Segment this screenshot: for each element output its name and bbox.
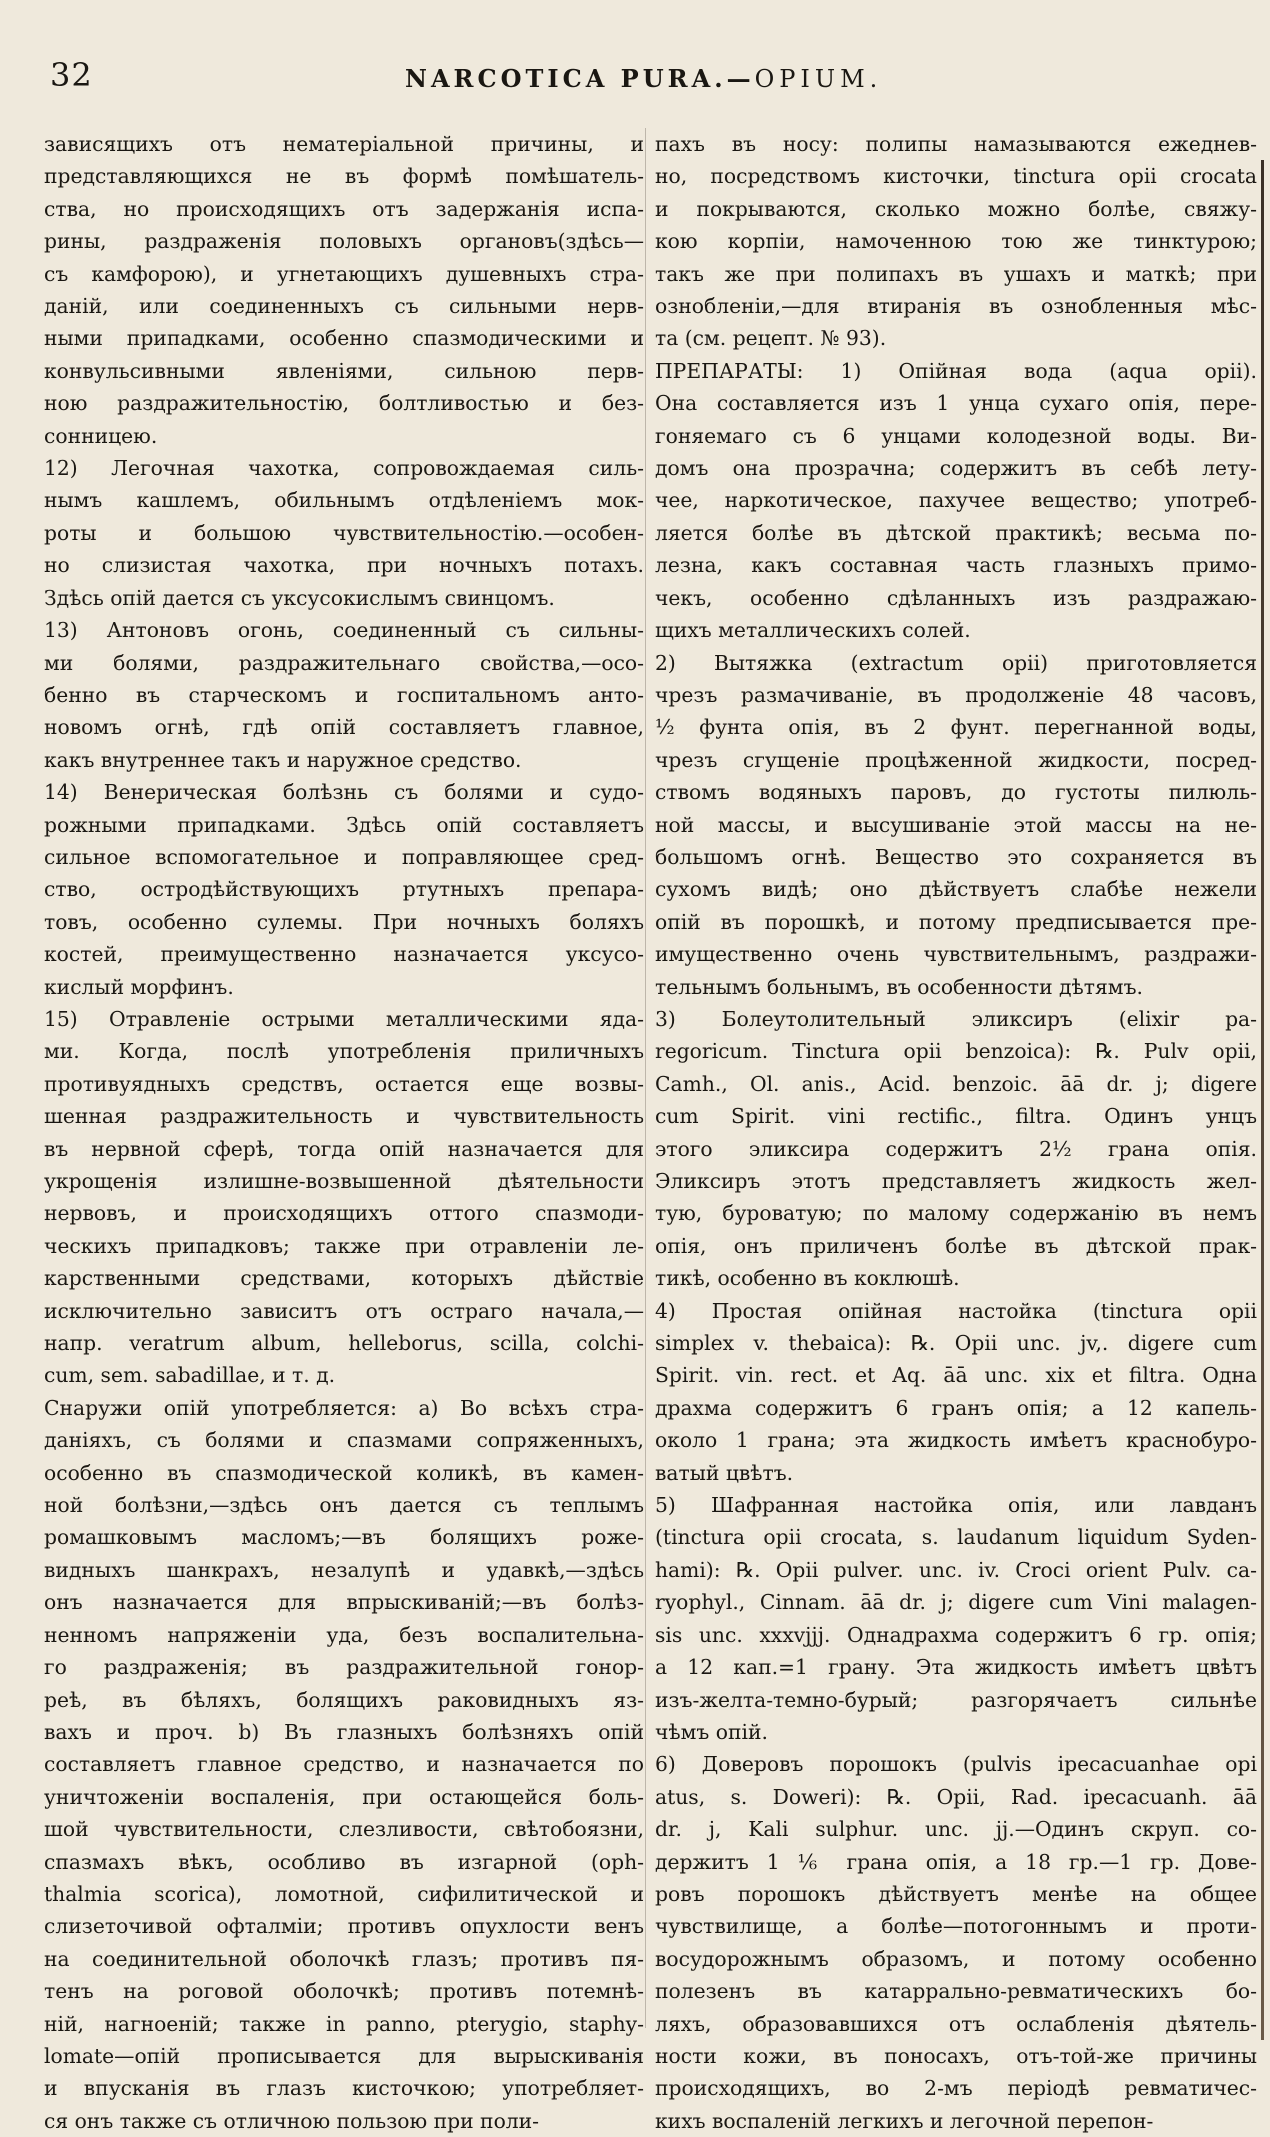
- text-line: происходящихъ, во 2-мъ періодѣ ревматичес-: [655, 2076, 1257, 2101]
- text-line: cum Spirit. vini rectific., filtra. Одинъ унцъ: [655, 1104, 1257, 1129]
- text-line: шенная раздражительность и чувствительность: [44, 1104, 644, 1129]
- text-line: онъ назначается для впрыскиваній;—въ болѣз-: [44, 1590, 644, 1615]
- text-line: кислый морфинъ.: [44, 974, 234, 999]
- text-line: ства, но происходящихъ отъ задержанія испа-: [44, 196, 644, 221]
- text-line: ми. Когда, послѣ употребленія приличныхъ: [44, 1039, 644, 1064]
- text-line: костей, преимущественно назначается уксусо-: [44, 942, 644, 967]
- running-title-sub: OPIUM.: [754, 65, 883, 93]
- text-line: держитъ 1 ⅙ грана опія, а 18 гр.—1 гр. Дове-: [655, 1849, 1257, 1874]
- text-line: ной болѣзни,—здѣсь онъ дается съ теплымъ: [44, 1493, 644, 1518]
- text-line: сильное вспомогательное и поправляющее сред-: [44, 844, 644, 869]
- text-line: гоняемаго съ 6 унцами колодезной воды. Ви-: [655, 423, 1257, 448]
- text-line: ватый цвѣтъ.: [655, 1460, 794, 1485]
- text-line: тельнымъ больнымъ, въ особенности дѣтямъ.: [655, 974, 1143, 999]
- text-line: и впусканія въ глазъ кисточкою; употребляет-: [44, 2076, 644, 2101]
- text-line: thalmia scorica), ломотной, сифилитической и: [44, 1881, 644, 1906]
- text-line: на соединительной оболочкѣ глазъ; противъ пя-: [44, 1946, 644, 1971]
- running-title: [405, 64, 882, 93]
- text-line: regoricum. Tinctura opii benzoica): ℞. Pulv opii,: [655, 1039, 1257, 1064]
- text-line: тикѣ, особенно въ коклюшѣ.: [655, 1266, 960, 1291]
- text-line: 4) Простая опійная настойка (tinctura opii: [655, 1298, 1257, 1323]
- text-line: Здѣсь опій дается съ уксусокислымъ свинцомъ.: [44, 585, 555, 610]
- text-line: особенно въ спазмодической коликѣ, въ камен-: [44, 1460, 644, 1485]
- text-line: Она составляется изъ 1 унца сухаго опія, пере-: [655, 391, 1257, 416]
- text-line: чрезъ сгущеніе процѣженной жидкости, посред-: [655, 747, 1257, 772]
- text-line: лезна, какъ составная часть глазныхъ примо-: [655, 553, 1257, 578]
- text-line: уничтоженіи воспаленія, при остающейся боль-: [44, 1784, 644, 1809]
- text-line: шой чувствительности, слезливости, свѣтобоязни,: [44, 1817, 644, 1842]
- text-line: даніяхъ, съ болями и спазмами сопряженныхъ,: [44, 1428, 644, 1453]
- text-line: ною раздражительностію, болтливостью и без-: [44, 391, 644, 416]
- text-line: 2) Вытяжка (extractum opii) приготовляется: [655, 650, 1257, 675]
- text-line: ровъ порошокъ дѣйствуетъ менѣе на общее: [655, 1881, 1257, 1906]
- text-line: нервовъ, и происходящихъ оттого спазмоди-: [44, 1201, 644, 1226]
- text-line: та (см. рецепт. № 93).: [655, 326, 887, 351]
- text-line: а 12 кап.=1 грану. Эта жидкость имѣетъ цвѣтъ: [655, 1655, 1257, 1680]
- page-header: [50, 56, 1220, 100]
- text-line: ляхъ, образовавшихся отъ ослабленія дѣятель-: [655, 2011, 1257, 2036]
- text-line: ромашковымъ масломъ;—въ болящихъ роже-: [44, 1525, 644, 1550]
- text-line: ческихъ припадковъ; также при отравленіи ле-: [44, 1233, 644, 1258]
- text-line: чѣмъ опій.: [655, 1719, 768, 1744]
- page-number: 32: [50, 56, 93, 94]
- text-line: 12) Легочная чахотка, сопровождаемая силь-: [44, 456, 644, 481]
- text-line: ній, нагноеній; также in panno, pterygio, staphy-: [44, 2011, 644, 2036]
- text-line: даній, или соединенныхъ съ сильными нерв-: [44, 294, 644, 319]
- text-line: чее, наркотическое, пахучее вещество; употреб-: [655, 488, 1257, 513]
- text-line: зависящихъ отъ нематеріальной причины, и: [44, 132, 644, 156]
- text-line: lomate—опій прописывается для вырыскиванія: [44, 2043, 644, 2068]
- page-edge-shadow: [1261, 160, 1264, 2040]
- text-line: нымъ кашлемъ, обильнымъ отдѣленіемъ мок-: [44, 488, 644, 513]
- text-line: го раздраженія; въ раздражительной гонор-: [44, 1655, 644, 1680]
- text-line: съ камфорою), и угнетающихъ душевныхъ стра-: [44, 261, 644, 286]
- text-line: cum, sem. sabadillae, и т. д.: [44, 1363, 336, 1388]
- text-line: 14) Венерическая болѣзнь съ болями и судо-: [44, 780, 644, 805]
- text-line: полезенъ въ катаррально-ревматическихъ бо-: [655, 1979, 1257, 2004]
- text-line: товъ, особенно сулемы. При ночныхъ боляхъ: [44, 909, 644, 934]
- right-text-column: [655, 128, 1257, 2137]
- text-line: ½ фунта опія, въ 2 фунт. перегнанной воды,: [655, 715, 1257, 740]
- running-title-main: NARCOTICA PURA.—: [405, 64, 755, 93]
- text-line: опій въ порошкѣ, и потому предписывается пре-: [655, 909, 1257, 934]
- text-line: чекъ, особенно сдѣланныхъ изъ раздражаю-: [655, 585, 1257, 610]
- text-line: конвульсивными явленіями, сильною перв-: [44, 358, 644, 383]
- text-line: вахъ и проч. b) Въ глазныхъ болѣзняхъ опій: [44, 1719, 644, 1744]
- text-line: hami): ℞. Opii pulver. unc. iv. Croci orient Pulv. ca-: [655, 1557, 1257, 1582]
- text-line: ство, остродѣйствующихъ ртутныхъ препара-: [44, 877, 644, 902]
- text-line: (tinctura opii crocata, s. laudanum liquidum Syden-: [655, 1525, 1257, 1550]
- text-line: ся онъ также съ отличною пользою при поли-: [44, 2108, 540, 2133]
- text-line: кою корпіи, намоченною тою же тинктурою;: [655, 229, 1257, 254]
- text-line: ПРЕПАРАТЫ: 1) Опійная вода (aqua opii).: [655, 358, 1257, 383]
- text-line: Снаружи опій употребляется: a) Во всѣхъ стра-: [44, 1395, 644, 1420]
- text-line: слизеточивой офталміи; противъ опухлости венъ: [44, 1914, 644, 1939]
- text-line: Camh., Ol. anis., Acid. benzoic. āā dr. j; digere: [655, 1071, 1257, 1096]
- text-line: чрезъ размачиваніе, въ продолженіе 48 часовъ,: [655, 682, 1257, 707]
- text-line: но слизистая чахотка, при ночныхъ потахъ.: [44, 553, 644, 578]
- text-line: восудорожнымъ образомъ, и потому особенно: [655, 1946, 1257, 1971]
- text-line: составляетъ главное средство, и назначается по: [44, 1752, 644, 1777]
- text-line: большомъ огнѣ. Вещество это сохраняется въ: [655, 844, 1257, 869]
- text-line: роты и большою чувствительностію.—особен-: [44, 520, 644, 545]
- text-line: ной массы, и высушиваніе этой массы на не-: [655, 812, 1257, 837]
- text-line: ознобленіи,—для втиранія въ ознобленныя мѣс-: [655, 294, 1257, 319]
- text-line: но, посредствомъ кисточки, tinctura opii crocata: [655, 164, 1257, 189]
- text-line: ненномъ напряженіи уда, безъ воспалительна-: [44, 1622, 644, 1647]
- column-divider: [645, 128, 646, 2028]
- text-line: реѣ, въ бѣляхъ, болящихъ раковидныхъ яз-: [44, 1687, 644, 1712]
- text-line: Spirit. vin. rect. et Aq. āā unc. xix et filtra. Одна: [655, 1363, 1257, 1388]
- text-line: новомъ огнѣ, гдѣ опій составляетъ главное,: [44, 715, 644, 740]
- text-line: представляющихся не въ формѣ помѣшатель-: [44, 164, 644, 189]
- text-line: опія, онъ приличенъ болѣе въ дѣтской прак-: [655, 1233, 1257, 1258]
- text-line: 3) Болеутолительный эликсиръ (elixir pa-: [655, 1006, 1257, 1031]
- text-line: укрощенія излишне-возвышенной дѣятельности: [44, 1169, 644, 1193]
- text-line: исключительно зависитъ отъ остраго начала,—: [44, 1298, 644, 1323]
- text-line: противуядныхъ средствъ, остается еще возвы-: [44, 1071, 644, 1096]
- text-line: 13) Антоновъ огонь, соединенный съ сильны-: [44, 618, 644, 643]
- text-line: напр. veratrum album, helleborus, scilla, colchi-: [44, 1331, 644, 1356]
- text-line: сухомъ видѣ; оно дѣйствуетъ слабѣе нежели: [655, 877, 1257, 902]
- text-line: пахъ въ носу: полипы намазываются ежеднев-: [655, 132, 1257, 156]
- text-line: simplex v. thebaica): ℞. Opii unc. jv,. digere cum: [655, 1331, 1257, 1356]
- text-line: около 1 грана; эта жидкость имѣетъ краснобуро-: [655, 1428, 1257, 1453]
- text-line: въ нервной сферѣ, тогда опій назначается для: [44, 1136, 644, 1161]
- text-line: atus, s. Doweri): ℞. Opii, Rad. ipecacuanh. āā: [655, 1784, 1257, 1809]
- text-line: dr. j, Kali sulphur. unc. jj.—Одинъ скруп. со-: [655, 1817, 1257, 1842]
- text-line: спазмахъ вѣкъ, особливо въ изгарной (oph-: [44, 1849, 644, 1874]
- left-text-column: [44, 128, 644, 2137]
- text-line: ryophyl., Cinnam. āā dr. j; digere cum Vini malagen-: [655, 1590, 1257, 1615]
- text-line: ствомъ водяныхъ паровъ, до густоты пилюль-: [655, 780, 1257, 805]
- text-line: изъ-желта-темно-бурый; разгорячаетъ сильнѣе: [655, 1687, 1257, 1712]
- text-line: 15) Отравленіе острыми металлическими ядa-: [44, 1006, 644, 1031]
- text-line: ности кожи, въ поносахъ, отъ-той-же причины: [655, 2043, 1257, 2068]
- text-line: этого эликсира содержитъ 2½ грана опія.: [655, 1136, 1257, 1161]
- text-line: рожными припадками. Здѣсь опій составляетъ: [44, 812, 644, 837]
- text-line: карственными средствами, которыхъ дѣйствіе: [44, 1266, 644, 1291]
- text-line: щихъ металлическихъ солей.: [655, 618, 971, 643]
- text-line: сонницею.: [44, 423, 158, 448]
- text-line: домъ она прозрачна; содержитъ въ себѣ лету-: [655, 456, 1257, 481]
- text-line: видныхъ шанкрахъ, незалупѣ и удавкѣ,—здѣсь: [44, 1557, 644, 1582]
- text-line: ми болями, раздражительнаго свойства,—осо-: [44, 650, 644, 675]
- text-line: такъ же при полипахъ въ ушахъ и маткѣ; при: [655, 261, 1257, 286]
- text-line: тенъ на роговой оболочкѣ; противъ потемнѣ-: [44, 1979, 644, 2004]
- text-line: 5) Шафранная настойка опія, или лавданъ: [655, 1493, 1257, 1518]
- text-line: Эликсиръ этотъ представляетъ жидкость жел-: [655, 1169, 1257, 1193]
- text-line: кихъ воспаленій легкихъ и легочной перепон-: [655, 2108, 1154, 2133]
- text-line: и покрываются, сколько можно болѣе, свяжу-: [655, 196, 1257, 221]
- text-line: рины, раздраженія половыхъ органовъ(здѣсь—: [44, 229, 644, 254]
- text-line: какъ внутреннее такъ и наружное средство.: [44, 747, 522, 772]
- text-line: тую, буроватую; по малому содержанію въ немъ: [655, 1201, 1257, 1226]
- text-line: 6) Доверовъ порошокъ (pulvis ipecacuanhae opi: [655, 1752, 1257, 1777]
- text-line: ными припадками, особенно спазмодическими и: [44, 326, 644, 351]
- text-line: sis unc. xxxvjjj. Однадрахма содержитъ 6 гр. опія;: [655, 1622, 1257, 1647]
- text-line: имущественно очень чувствительнымъ, раздражи-: [655, 942, 1257, 967]
- text-line: бенно въ старческомъ и госпитальномъ анто-: [44, 682, 644, 707]
- text-line: чувствилище, а болѣе—потогоннымъ и проти-: [655, 1914, 1257, 1939]
- text-line: ляется болѣе въ дѣтской практикѣ; весьма по-: [655, 520, 1257, 545]
- text-line: драхма содержитъ 6 гранъ опія; а 12 капель-: [655, 1395, 1257, 1420]
